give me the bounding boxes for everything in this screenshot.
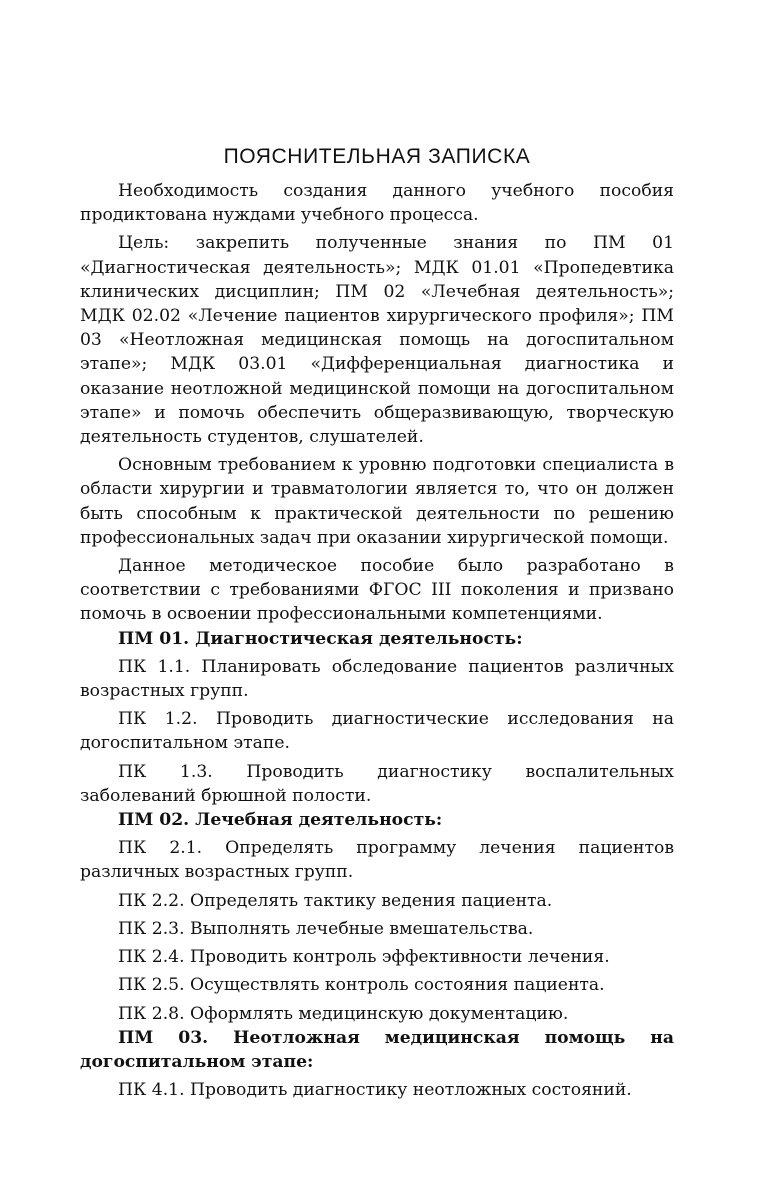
competency-text: Осуществлять контроль состояния пациента. (190, 975, 605, 996)
competency-code: ПК 2.8. (118, 1003, 185, 1024)
competency-code: ПК 2.4. (118, 947, 185, 968)
competency-text: Определять программу лечения пациентов различных возрастных групп. (80, 838, 674, 883)
competency-code: ПК 1.3. (118, 761, 213, 782)
page-title: ПОЯСНИТЕЛЬНАЯ ЗАПИСКА (223, 145, 531, 168)
intro-paragraph-3: Основным требованием к уровню подготовки специалиста в области хирургии и травматологии является то, что он должен быть способным к практической деятельности по решению профессиональных задач при оказании хирургической помощи. (80, 455, 674, 548)
module-heading-2: ПМ 02. Лечебная деятельность: (118, 810, 443, 831)
intro-paragraph-2: Цель: закрепить полученные знания по ПМ 01 «Диагностическая деятельность»; МДК 01.01 «Пропедевтика клинических дисциплин; ПМ 02 «Лечебная деятельность»; МДК 02.02 «Лечение пациентов хирургического профиля»; ПМ 03 «Неотложная медицинская помощь на догоспитальном этапе»; МДК 03.01 «Дифференциальная диагностика и оказание неотложной медицинской помощи на догоспитальном этапе» и помочь обеспечить общеразвивающую, творческую деятельность студентов, слушателей. (80, 233, 674, 448)
competency-code: ПК 1.1. (118, 656, 191, 677)
competency-text: Проводить диагностику воспалительных заболеваний брюшной полости. (80, 761, 674, 806)
competency-code: ПК 2.2. (118, 890, 185, 911)
competency-text: Проводить контроль эффективности лечения. (190, 947, 610, 968)
competency-item (80, 760, 674, 808)
competency-item (80, 655, 674, 703)
competency-text: Проводить диагностику неотложных состояний. (190, 1080, 632, 1101)
competency-code: ПК 2.5. (118, 975, 185, 996)
intro-paragraph-1: Необходимость создания данного учебного пособия продиктована нуждами учебного процесса. (80, 181, 674, 226)
competency-item (80, 707, 674, 755)
module-heading-1: ПМ 01. Диагностическая деятельность: (118, 628, 523, 649)
competency-item (80, 836, 674, 884)
intro-paragraph-4: Данное методическое пособие было разработано в соответствии с требованиями ФГОС III поколения и призвано помочь в освоении профессиональными компетенциями. (80, 556, 674, 625)
competency-text: Планировать обследование пациентов различных возрастных групп. (80, 656, 674, 702)
competency-item (80, 1002, 674, 1026)
module-heading-3: ПМ 03. Неотложная медицинская помощь на догоспитальном этапе: (80, 1027, 674, 1072)
competency-text: Определять тактику ведения пациента. (190, 890, 553, 911)
competency-code: ПК 1.2. (118, 709, 198, 730)
competency-code: ПК 2.3. (118, 918, 185, 939)
competency-text: Выполнять лечебные вмешательства. (190, 918, 534, 939)
document-page (80, 140, 674, 1102)
competency-item (80, 1078, 674, 1102)
competency-code: ПК 2.1. (118, 838, 203, 859)
competency-item (80, 945, 674, 969)
competency-item (80, 917, 674, 941)
competency-item (80, 889, 674, 913)
competency-item (80, 973, 674, 997)
competency-text: Проводить диагностические исследования на догоспитальном этапе. (80, 709, 675, 754)
competency-code: ПК 4.1. (118, 1080, 185, 1101)
competency-text: Оформлять медицинскую документацию. (190, 1003, 569, 1024)
